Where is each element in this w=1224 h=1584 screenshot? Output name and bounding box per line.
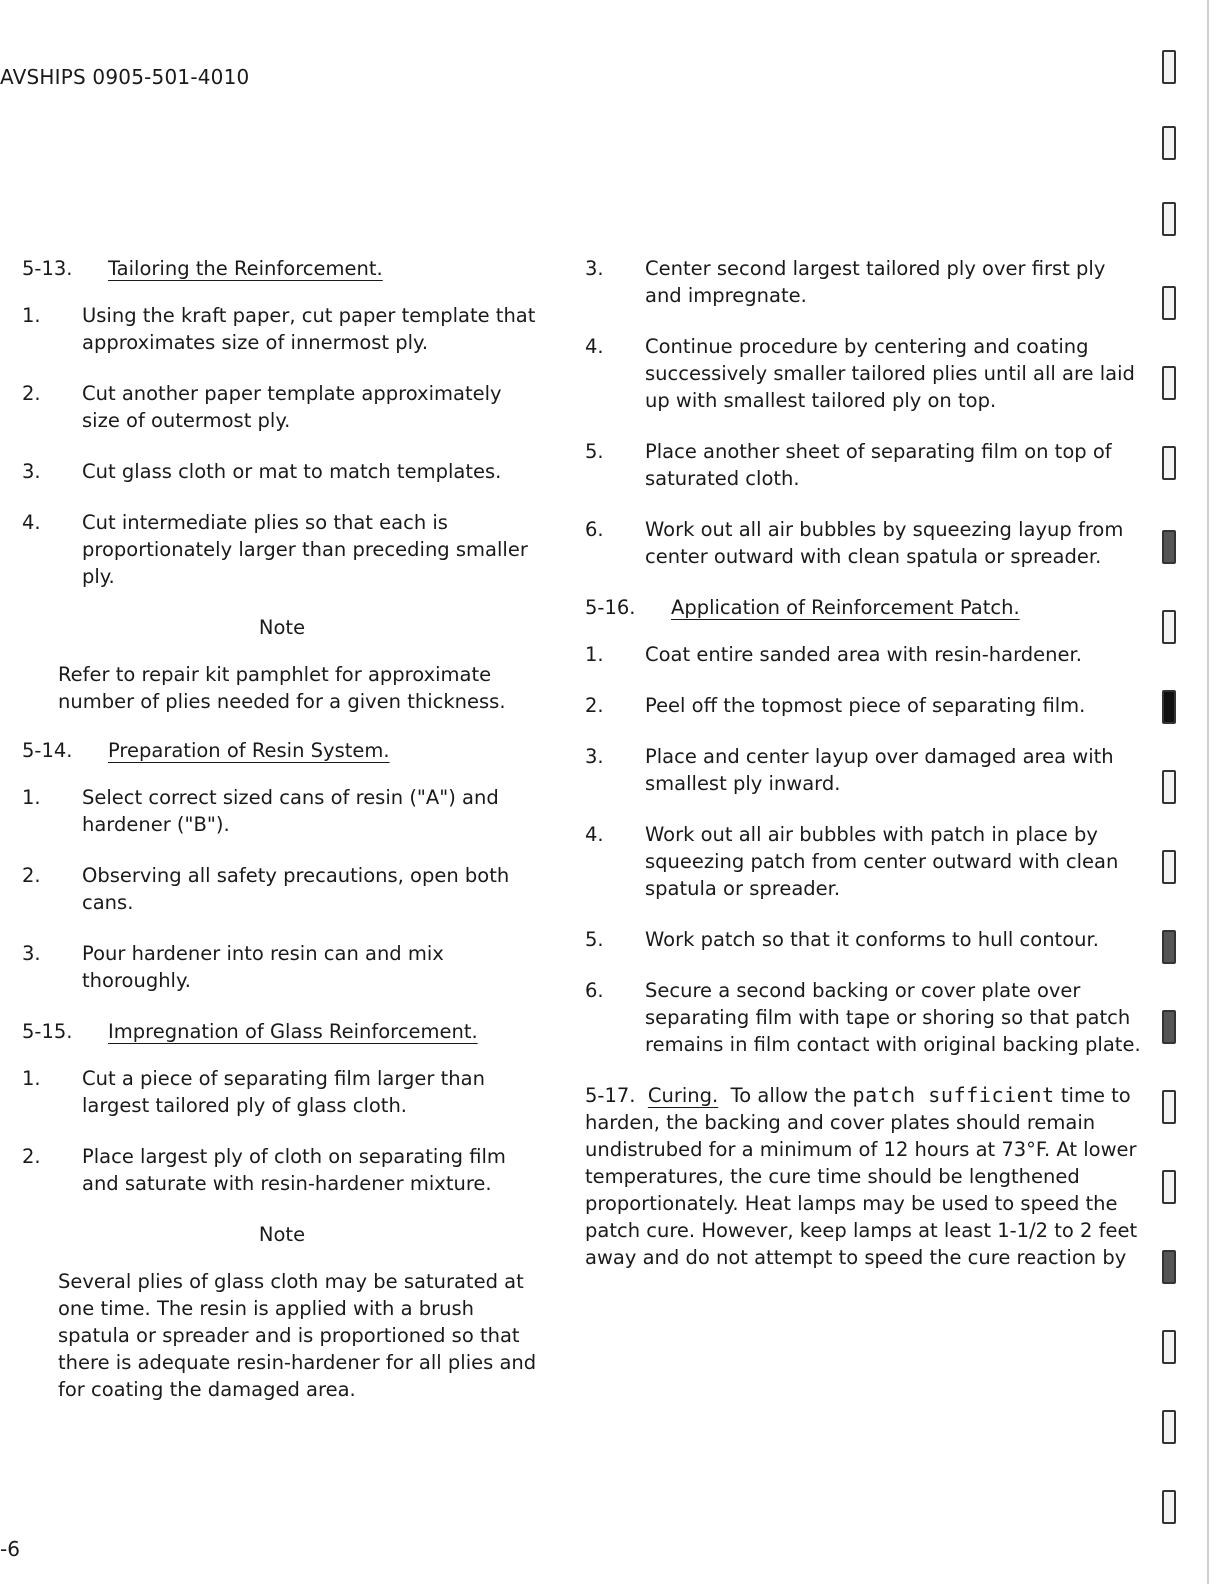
list-item <box>585 255 1145 309</box>
binding-hole-mark <box>1162 930 1176 964</box>
item-text: Cut intermediate plies so that each is proportionately larger than preceding smaller ply. <box>82 511 528 588</box>
item-text: Coat entire sanded area with resin-hardener. <box>645 643 1082 666</box>
item-number: 6. <box>585 518 604 541</box>
list-item <box>585 926 1145 953</box>
item-text: Work patch so that it conforms to hull contour. <box>645 928 1099 951</box>
paragraph-mono-text: patch sufficient <box>852 1083 1055 1107</box>
binding-hole-mark <box>1162 446 1176 480</box>
binding-margin-marks <box>1150 50 1190 1550</box>
list-item <box>22 509 542 590</box>
item-number: 1. <box>22 1067 41 1090</box>
item-text: Pour hardener into resin can and mix thoroughly. <box>82 942 444 992</box>
item-number: 3. <box>22 460 41 483</box>
binding-hole-mark <box>1162 1170 1176 1204</box>
item-number: 3. <box>22 942 41 965</box>
paragraph-body: time to harden, the backing and cover plates should remain undistrubed for a minimum of 12 hours at 73°F. At lower temperatures, the cure time should be lengthened proportionately. Heat lamps may be used to speed the patch cure. However, keep lamps at least 1-1/2 to 2 feet away and do not attempt to speed the cure reaction by <box>585 1084 1138 1269</box>
section-5-13-heading <box>22 255 542 282</box>
right-column <box>585 255 1145 1271</box>
item-number: 2. <box>22 864 41 887</box>
note-text: Refer to repair kit pamphlet for approximate number of plies needed for a given thickness. <box>58 663 506 713</box>
binding-hole-mark <box>1162 1410 1176 1444</box>
item-number: 6. <box>585 979 604 1002</box>
item-text: Cut another paper template approximately size of outermost ply. <box>82 382 502 432</box>
list-item <box>585 516 1145 570</box>
list-item <box>22 1065 542 1119</box>
section-title: Application of Reinforcement Patch. <box>671 596 1020 619</box>
item-number: 3. <box>585 745 604 768</box>
section-title: Impregnation of Glass Reinforcement. <box>108 1020 478 1043</box>
binding-hole-mark <box>1162 1010 1176 1044</box>
binding-hole-mark <box>1162 286 1176 320</box>
document-id: AVSHIPS 0905-501-4010 <box>0 65 250 89</box>
binding-hole-mark <box>1162 1250 1176 1284</box>
item-number: 2. <box>585 694 604 717</box>
binding-hole-mark <box>1162 366 1176 400</box>
item-number: 1. <box>585 643 604 666</box>
binding-hole-mark <box>1162 126 1176 160</box>
binding-hole-mark <box>1162 530 1176 564</box>
note-heading: Note <box>258 616 306 639</box>
item-number: 4. <box>585 823 604 846</box>
binding-hole-mark <box>1162 50 1176 84</box>
item-number: 4. <box>585 335 604 358</box>
binding-hole-mark <box>1162 1330 1176 1364</box>
list-item <box>22 1143 542 1197</box>
section-title: Curing. <box>647 1084 719 1107</box>
section-title: Preparation of Resin System. <box>108 739 390 762</box>
section-number: 5-17. <box>585 1084 636 1107</box>
item-number: 1. <box>22 304 41 327</box>
list-item <box>22 784 542 838</box>
note-heading: Note <box>258 1223 306 1246</box>
binding-hole-mark <box>1162 690 1176 724</box>
section-5-14-list <box>22 784 542 994</box>
item-text: Peel off the topmost piece of separating film. <box>645 694 1086 717</box>
section-5-15-continued-list <box>585 255 1145 570</box>
list-item <box>585 438 1145 492</box>
item-text: Work out all air bubbles by squeezing layup from center outward with clean spatula or spreader. <box>645 518 1124 568</box>
binding-hole-mark <box>1162 610 1176 644</box>
section-number: 5-16. <box>585 596 636 619</box>
left-column <box>22 255 542 1425</box>
item-number: 2. <box>22 1145 41 1168</box>
paragraph-lead: To allow the <box>730 1084 847 1107</box>
item-number: 5. <box>585 440 604 463</box>
section-5-16-heading <box>585 594 1145 621</box>
item-text: Using the kraft paper, cut paper template that approximates size of innermost ply. <box>82 304 536 354</box>
item-text: Center second largest tailored ply over first ply and impregnate. <box>645 257 1106 307</box>
list-item <box>22 862 542 916</box>
section-5-13-list <box>22 302 542 590</box>
list-item <box>22 302 542 356</box>
page-edge-rule <box>1207 0 1209 1584</box>
item-text: Observing all safety precautions, open both cans. <box>82 864 510 914</box>
item-number: 3. <box>585 257 604 280</box>
item-text: Work out all air bubbles with patch in place by squeezing patch from center outward with clean spatula or spreader. <box>645 823 1119 900</box>
item-text: Place and center layup over damaged area with smallest ply inward. <box>645 745 1114 795</box>
item-text: Cut a piece of separating film larger than largest tailored ply of glass cloth. <box>82 1067 485 1117</box>
list-item <box>22 940 542 994</box>
section-5-16-list <box>585 641 1145 1058</box>
section-number: 5-13. <box>22 257 73 280</box>
list-item <box>585 977 1145 1058</box>
item-number: 2. <box>22 382 41 405</box>
item-number: 1. <box>22 786 41 809</box>
binding-hole-mark <box>1162 202 1176 236</box>
item-text: Select correct sized cans of resin ("A") and hardener ("B"). <box>82 786 499 836</box>
item-text: Continue procedure by centering and coating successively smaller tailored plies until all are laid up with smallest tailored ply on top. <box>645 335 1135 412</box>
item-text: Cut glass cloth or mat to match templates. <box>82 460 502 483</box>
list-item <box>585 641 1145 668</box>
list-item <box>585 333 1145 414</box>
section-number: 5-15. <box>22 1020 73 1043</box>
section-number: 5-14. <box>22 739 73 762</box>
binding-hole-mark <box>1162 770 1176 804</box>
section-5-14-heading <box>22 737 542 764</box>
list-item <box>585 821 1145 902</box>
item-number: 5. <box>585 928 604 951</box>
page-number: -6 <box>0 1537 20 1561</box>
section-5-15-list <box>22 1065 542 1197</box>
item-text: Secure a second backing or cover plate over separating film with tape or shoring so that patch remains in film contact with original backing plate. <box>645 979 1141 1056</box>
list-item <box>22 380 542 434</box>
list-item <box>22 458 542 485</box>
item-text: Place another sheet of separating film on top of saturated cloth. <box>645 440 1112 490</box>
binding-hole-mark <box>1162 1090 1176 1124</box>
section-title: Tailoring the Reinforcement. <box>108 257 383 280</box>
section-5-17-paragraph <box>585 1082 1145 1271</box>
note-text: Several plies of glass cloth may be saturated at one time. The resin is applied with a brush spatula or spreader and is proportioned so that there is adequate resin-hardener for all plies and for coating the damaged area. <box>58 1270 537 1401</box>
item-text: Place largest ply of cloth on separating film and saturate with resin-hardener mixture. <box>82 1145 506 1195</box>
item-number: 4. <box>22 511 41 534</box>
section-5-15-heading <box>22 1018 542 1045</box>
binding-hole-mark <box>1162 850 1176 884</box>
list-item <box>585 692 1145 719</box>
list-item <box>585 743 1145 797</box>
binding-hole-mark <box>1162 1490 1176 1524</box>
